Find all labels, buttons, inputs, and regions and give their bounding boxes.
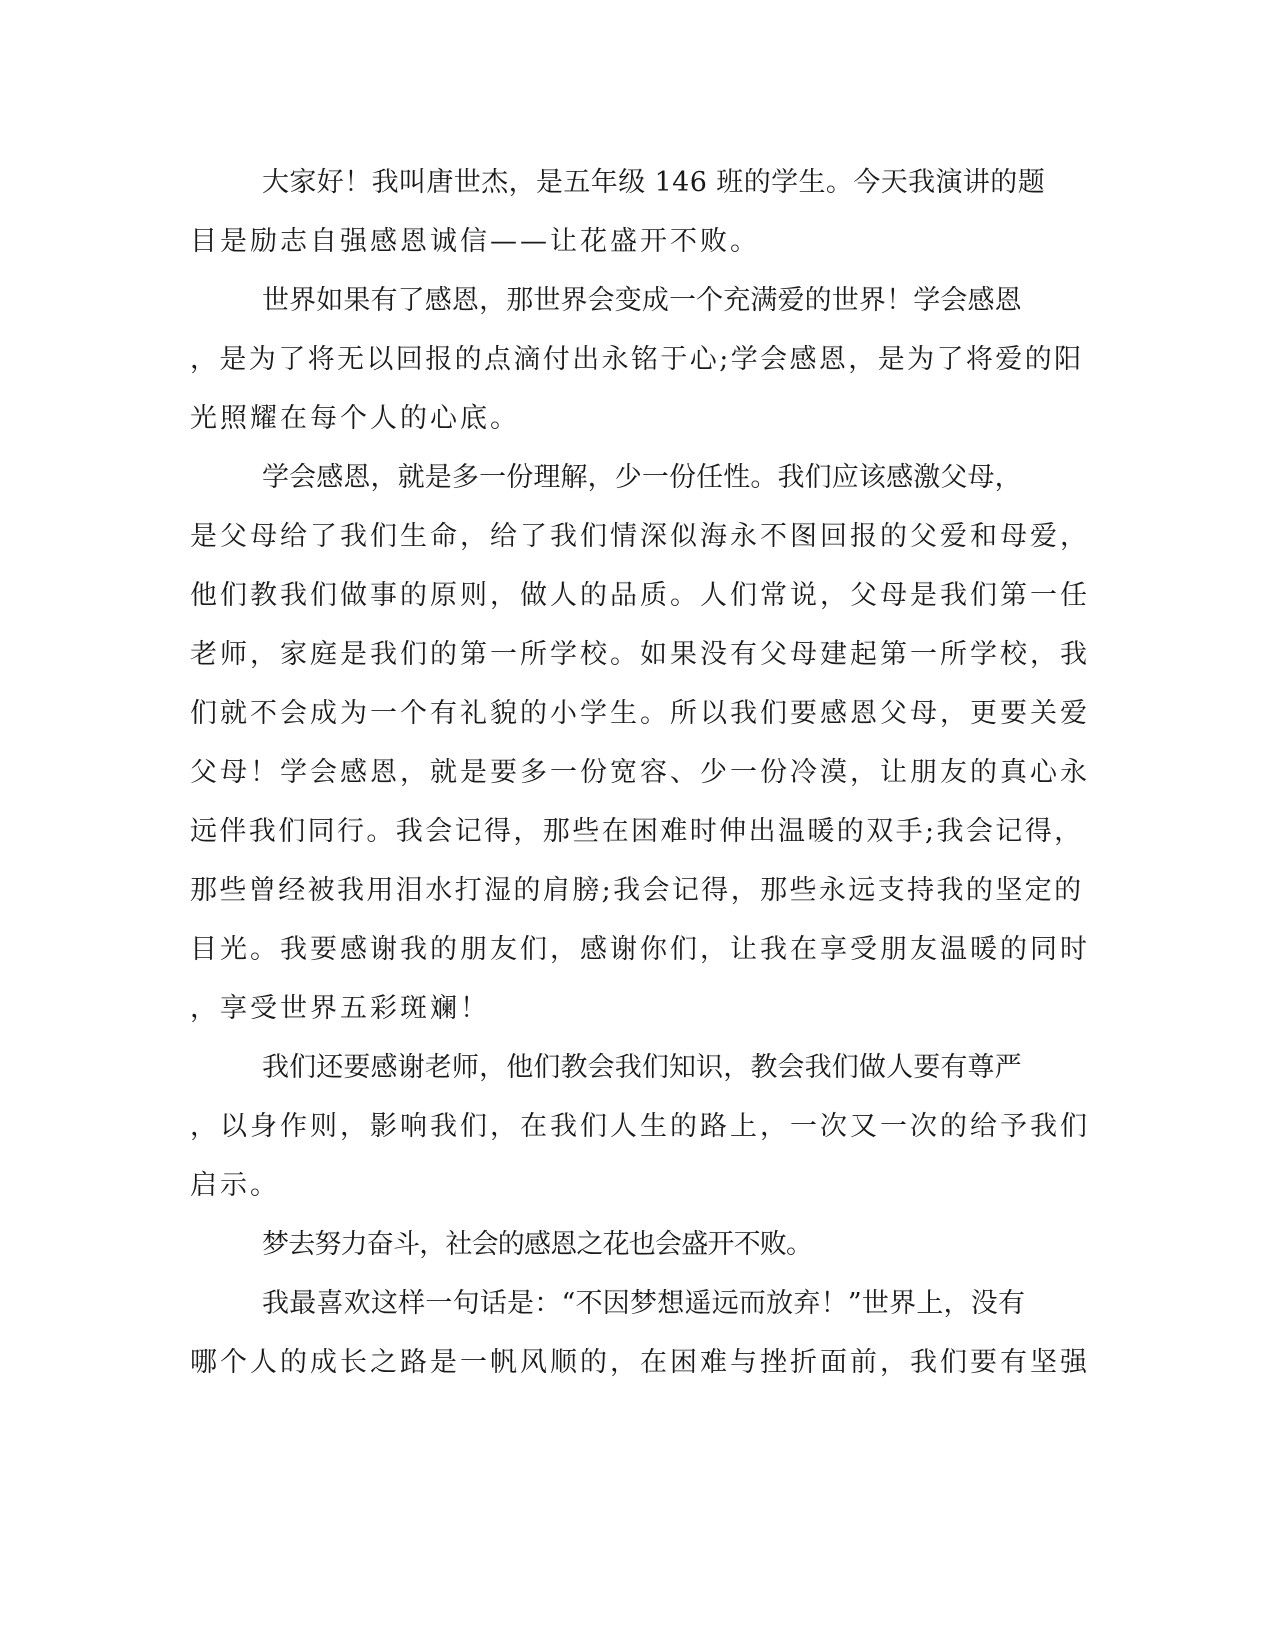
paragraph-3-line-2: 是父母给了我们生命，给了我们情深似海永不图回报的父爱和母爱， bbox=[190, 521, 1090, 552]
paragraph-3-line-5: 们就不会成为一个有礼貌的小学生。所以我们要感恩父母，更要关爱 bbox=[190, 698, 1090, 729]
paragraph-2-line-1: 世界如果有了感恩，那世界会变成一个充满爱的世界！学会感恩 bbox=[262, 285, 1022, 316]
paragraph-6-line-1: 我最喜欢这样一句话是：“不因梦想遥远而放弃！”世界上，没有 bbox=[262, 1288, 1026, 1319]
paragraph-3-line-7: 远伴我们同行。我会记得，那些在困难时伸出温暖的双手;我会记得， bbox=[190, 816, 1084, 847]
paragraph-4-line-2: ，以身作则，影响我们，在我们人生的路上，一次又一次的给予我们 bbox=[190, 1111, 1090, 1142]
paragraph-1-line-2: 目是励志自强感恩诚信——让花盛开不败。 bbox=[190, 226, 760, 257]
paragraph-4-line-1: 我们还要感谢老师，他们教会我们知识，教会我们做人要有尊严 bbox=[262, 1052, 1022, 1083]
paragraph-3-line-3: 他们教我们做事的原则，做人的品质。人们常说，父母是我们第一任 bbox=[190, 580, 1090, 611]
paragraph-3-line-1: 学会感恩，就是多一份理解，少一份任性。我们应该感激父母， bbox=[262, 462, 1022, 493]
paragraph-2-line-2: ，是为了将无以回报的点滴付出永铭于心;学会感恩，是为了将爱的阳 bbox=[190, 344, 1084, 375]
paragraph-5-line-1: 梦去努力奋斗，社会的感恩之花也会盛开不败。 bbox=[262, 1229, 813, 1260]
paragraph-2-line-3: 光照耀在每个人的心底。 bbox=[190, 403, 520, 434]
paragraph-3-line-8: 那些曾经被我用泪水打湿的肩膀;我会记得，那些永远支持我的坚定的 bbox=[190, 875, 1084, 906]
paragraph-1-line-1: 大家好！我叫唐世杰，是五年级 146 班的学生。今天我演讲的题 bbox=[262, 167, 1046, 198]
paragraph-3-line-6: 父母！学会感恩，就是要多一份宽容、少一份冷漠，让朋友的真心永 bbox=[190, 757, 1090, 788]
paragraph-3-line-9: 目光。我要感谢我的朋友们，感谢你们，让我在享受朋友温暖的同时 bbox=[190, 934, 1090, 965]
paragraph-3-line-10: ，享受世界五彩斑斓！ bbox=[190, 993, 490, 1024]
paragraph-3-line-4: 老师，家庭是我们的第一所学校。如果没有父母建起第一所学校，我 bbox=[190, 639, 1090, 670]
paragraph-6-line-2: 哪个人的成长之路是一帆风顺的，在困难与挫折面前，我们要有坚强 bbox=[190, 1347, 1090, 1378]
paragraph-4-line-3: 启示。 bbox=[190, 1170, 280, 1201]
